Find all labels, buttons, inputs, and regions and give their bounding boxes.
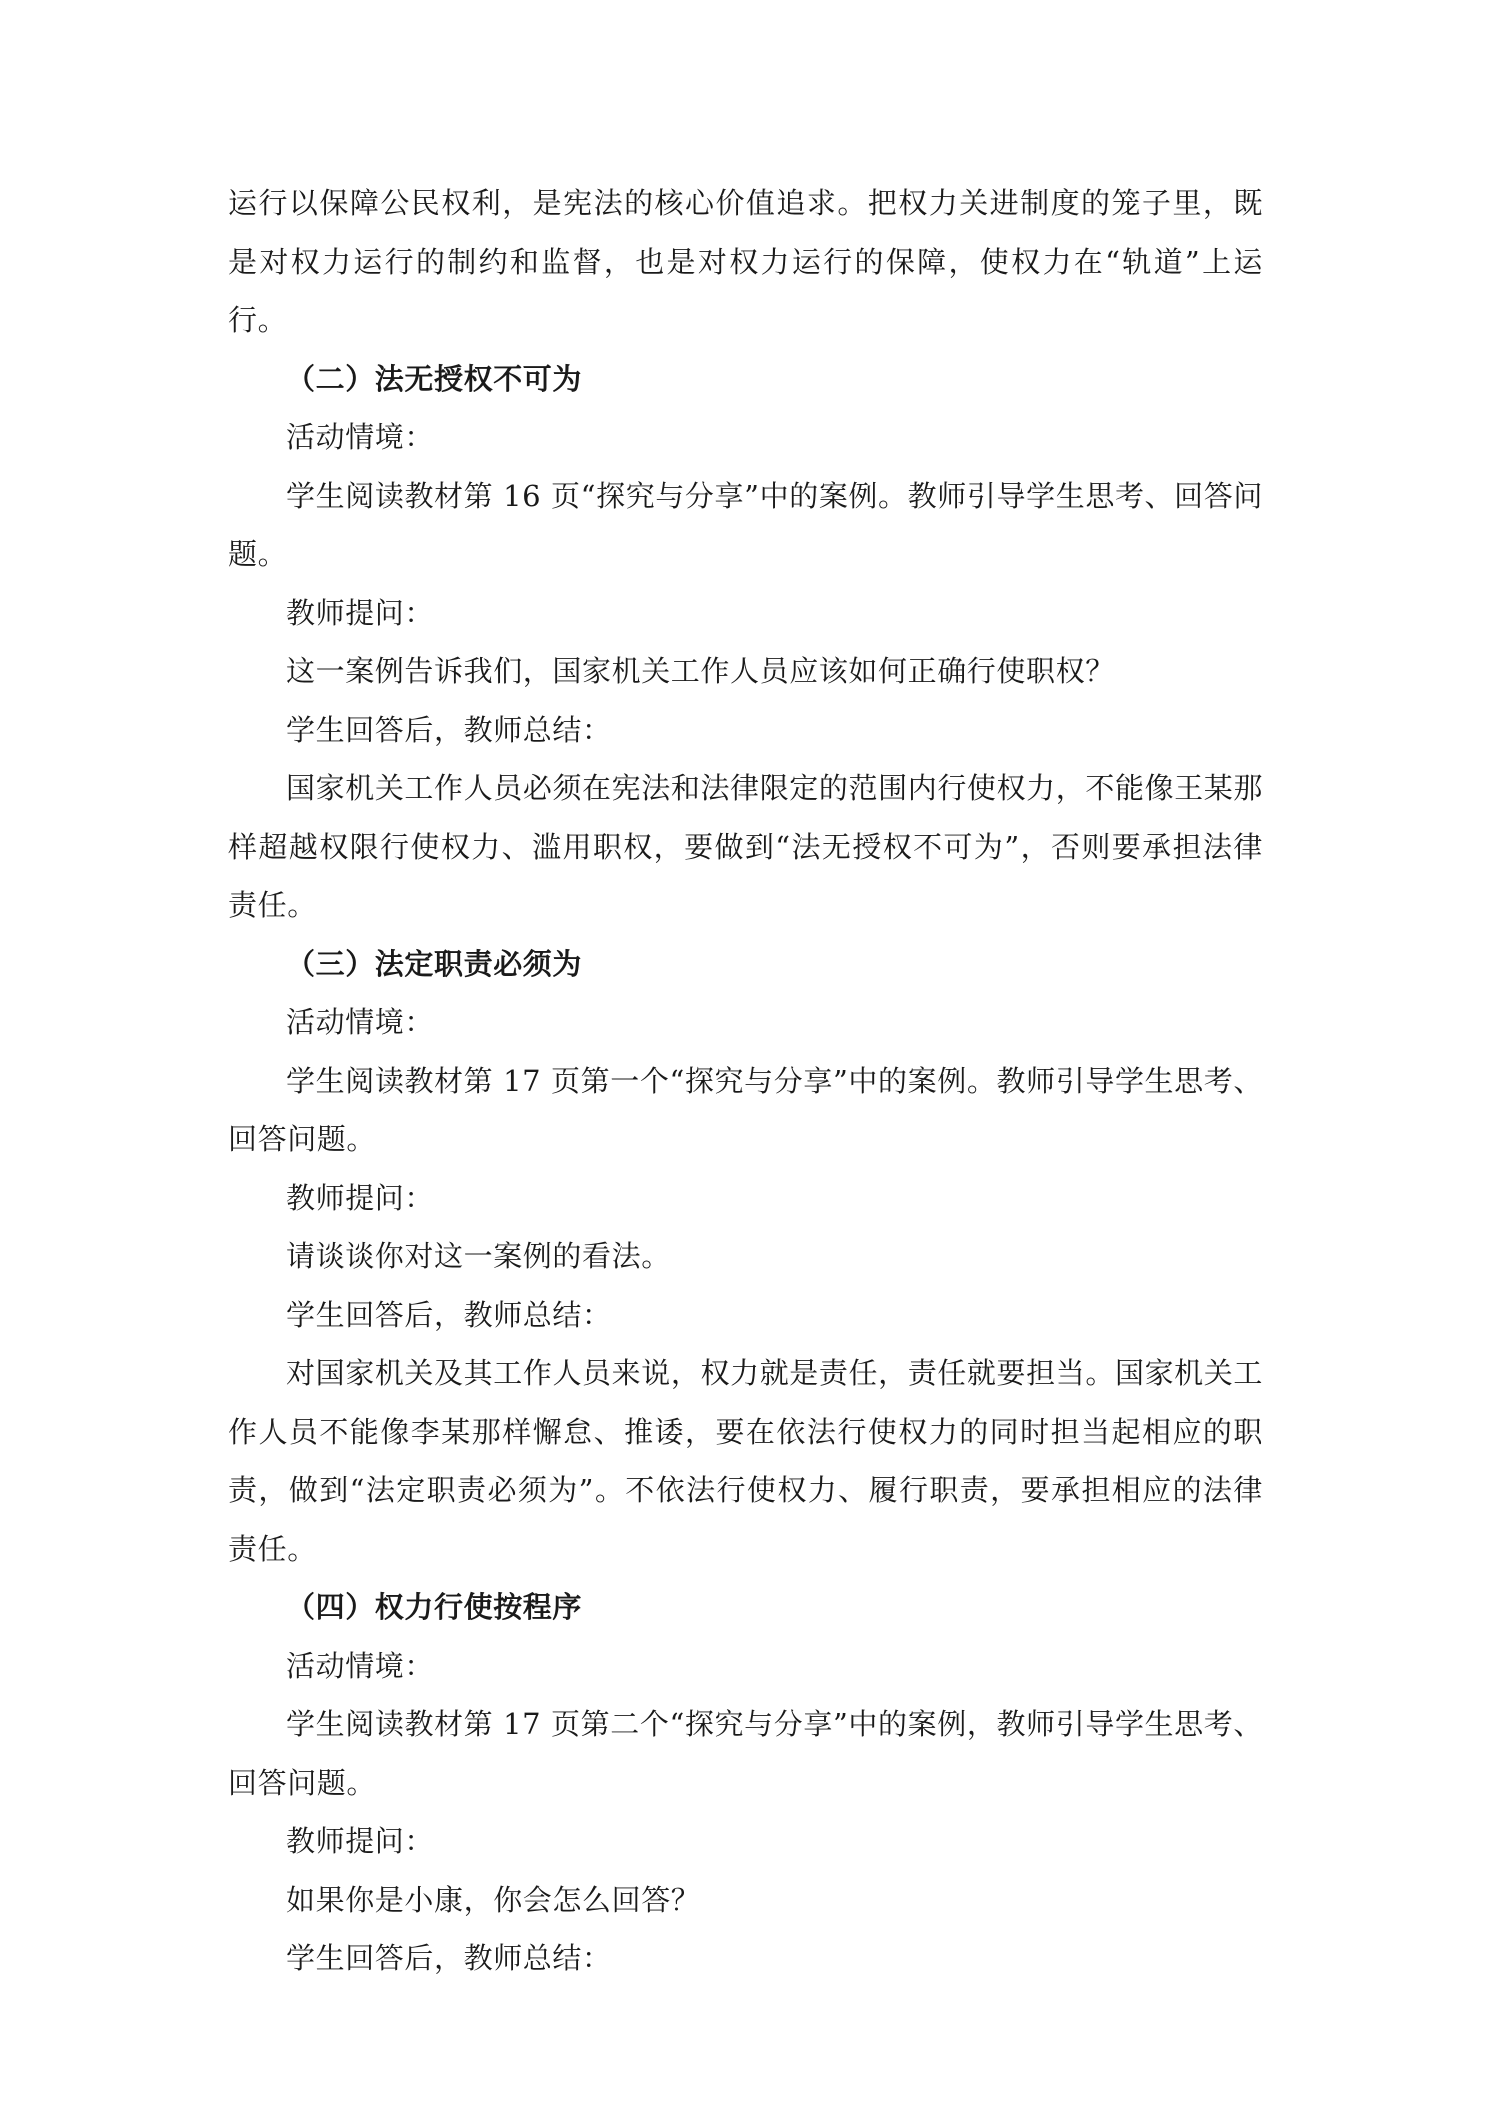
body-paragraph: 运行以保障公民权利，是宪法的核心价值追求。把权力关进制度的笼子里，既是对权力运行的制约和监督，也是对权力运行的保障，使权力在“轨道”上运行。 [228,186,1263,337]
body-paragraph: 学生阅读教材第 17 页第二个“探究与分享”中的案例，教师引导学生思考、回答问题。 [228,1707,1263,1800]
section-heading: （三）法定职责必须为 [286,946,583,981]
body-paragraph: 活动情境： [286,1005,435,1039]
body-paragraph: 活动情境： [286,420,435,454]
body-paragraph: 对国家机关及其工作人员来说，权力就是责任，责任就要担当。国家机关工作人员不能像李某那样懈怠、推诿，要在依法行使权力的同时担当起相应的职责，做到“法定职责必须为”。不依法行使权力、履行职责，要承担相应的法律责任。 [228,1356,1263,1566]
body-paragraph: 学生回答后，教师总结： [286,1297,612,1332]
body-paragraph: 这一案例告诉我们，国家机关工作人员应该如何正确行使职权？ [286,654,1115,688]
section-heading: （二）法无授权不可为 [286,361,583,396]
body-paragraph: 请谈谈你对这一案例的看法。 [286,1239,671,1273]
body-paragraph: 国家机关工作人员必须在宪法和法律限定的范围内行使权力，不能像王某那样超越权限行使权力、滥用职权，要做到“法无授权不可为”，否则要承担法律责任。 [228,771,1263,922]
body-paragraph: 如果你是小康，你会怎么回答？ [286,1882,701,1917]
section-heading: （四）权力行使按程序 [286,1590,583,1624]
body-paragraph: 活动情境： [286,1648,435,1683]
body-paragraph: 学生阅读教材第 17 页第一个“探究与分享”中的案例。教师引导学生思考、回答问题。 [228,1063,1263,1156]
body-paragraph: 学生阅读教材第 16 页“探究与分享”中的案例。教师引导学生思考、回答问题。 [228,478,1263,571]
body-paragraph: 教师提问： [286,595,435,630]
body-paragraph: 学生回答后，教师总结： [286,712,612,747]
body-paragraph: 学生回答后，教师总结： [286,1941,612,1975]
body-paragraph: 教师提问： [286,1180,435,1215]
document-page [228,174,1263,1988]
body-paragraph: 教师提问： [286,1824,435,1858]
